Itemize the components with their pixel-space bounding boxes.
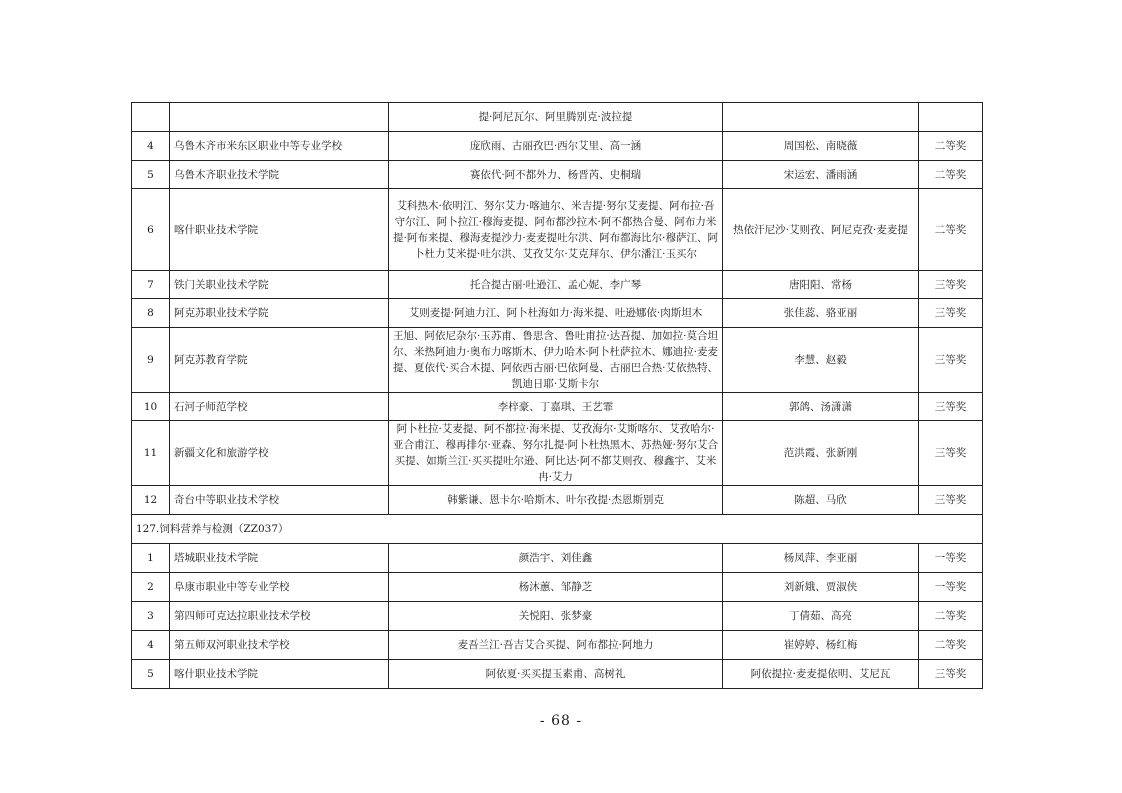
school-name: 第四师可克达拉职业技术学校 bbox=[170, 602, 389, 631]
student-names: 韩紫谦、恩卡尔·哈斯木、叶尔孜提·杰恩斯别克 bbox=[389, 486, 723, 515]
school-name: 奇台中等职业技术学校 bbox=[170, 486, 389, 515]
row-number: 1 bbox=[132, 544, 170, 573]
school-name: 新疆文化和旅游学校 bbox=[170, 421, 389, 486]
teacher-names: 杨凤萍、李亚丽 bbox=[723, 544, 919, 573]
row-number: 12 bbox=[132, 486, 170, 515]
award-level: 一等奖 bbox=[919, 544, 983, 573]
student-names: 颜浩宇、刘佳鑫 bbox=[389, 544, 723, 573]
table-row bbox=[132, 271, 983, 299]
teacher-names: 李慧、赵毅 bbox=[723, 328, 919, 393]
school-name: 铁门关职业技术学院 bbox=[170, 271, 389, 299]
student-names: 关悦阳、张梦豪 bbox=[389, 602, 723, 631]
row-number: 5 bbox=[132, 161, 170, 189]
school-name bbox=[170, 103, 389, 132]
teacher-names: 刘新娥、贾淑侠 bbox=[723, 573, 919, 602]
awards-table bbox=[131, 102, 983, 689]
school-name: 塔城职业技术学院 bbox=[170, 544, 389, 573]
school-name: 乌鲁木齐职业技术学院 bbox=[170, 161, 389, 189]
teacher-names: 范洪霞、张新刚 bbox=[723, 421, 919, 486]
school-name: 喀什职业技术学院 bbox=[170, 660, 389, 689]
table-row bbox=[132, 328, 983, 393]
teacher-names: 周国松、南晓薇 bbox=[723, 132, 919, 161]
teacher-names: 唐阳阳、常杨 bbox=[723, 271, 919, 299]
award-level: 三等奖 bbox=[919, 271, 983, 299]
student-names: 艾科热木·依明江、努尔艾力·喀迪尔、米吉提·努尔艾麦提、阿布拉·吾守尔江、阿卜拉江·穆海麦提、阿布都沙拉木·阿不都热合曼、阿布力米提·阿布来提、穆海麦提沙力·麦麦提吐尔洪、阿布都海比尔·穆萨江、阿卜杜力艾米提·吐尔洪、艾孜艾尔·艾克拜尔、伊尔潘江·玉买尔 bbox=[389, 189, 723, 271]
table-row bbox=[132, 486, 983, 515]
row-number: 10 bbox=[132, 393, 170, 421]
student-names: 杨沐蕙、邹静芝 bbox=[389, 573, 723, 602]
student-names: 托合提古丽·吐逊江、孟心妮、李广琴 bbox=[389, 271, 723, 299]
student-names: 李梓豪、丁嘉琪、王艺霏 bbox=[389, 393, 723, 421]
table-row bbox=[132, 602, 983, 631]
teacher-names bbox=[723, 103, 919, 132]
teacher-names: 郭鸽、汤潇潇 bbox=[723, 393, 919, 421]
school-name: 阜康市职业中等专业学校 bbox=[170, 573, 389, 602]
student-names: 麦吾兰江·吾吉艾合买提、阿布都拉·阿地力 bbox=[389, 631, 723, 660]
award-level: 一等奖 bbox=[919, 573, 983, 602]
student-names: 阿依夏·买买提玉素甫、高树礼 bbox=[389, 660, 723, 689]
school-name: 第五师双河职业技术学校 bbox=[170, 631, 389, 660]
row-number: 9 bbox=[132, 328, 170, 393]
table-row bbox=[132, 393, 983, 421]
row-number: 11 bbox=[132, 421, 170, 486]
teacher-names: 张佳蕊、骆亚丽 bbox=[723, 299, 919, 328]
table-row bbox=[132, 660, 983, 689]
award-level: 三等奖 bbox=[919, 328, 983, 393]
award-level: 三等奖 bbox=[919, 421, 983, 486]
award-level: 二等奖 bbox=[919, 189, 983, 271]
student-names: 王旭、阿依尼杂尔·玉苏甫、鲁思含、鲁吐甫拉·达吾提、加如拉·莫合坦尔、米热阿迪力·奥布力喀斯木、伊力哈木·阿卜杜萨拉木、娜迪拉·麦麦提、夏依代·买合木提、阿依西古丽·巴依阿曼、古丽巴合热·艾依热特、凯迪日耶·艾斯卡尔 bbox=[389, 328, 723, 393]
table-row bbox=[132, 299, 983, 328]
school-name: 喀什职业技术学院 bbox=[170, 189, 389, 271]
student-names: 提·阿尼瓦尔、阿里腾别克·波拉提 bbox=[389, 103, 723, 132]
teacher-names: 陈超、马欣 bbox=[723, 486, 919, 515]
table-row bbox=[132, 161, 983, 189]
section-title: 127.饲料营养与检测（ZZ037） bbox=[132, 515, 983, 544]
teacher-names: 热依汗尼沙·艾则孜、阿尼克孜·麦麦提 bbox=[723, 189, 919, 271]
student-names: 阿卜杜拉·艾麦提、阿不都拉·海米提、艾孜海尔·艾斯喀尔、艾孜哈尔·亚合甫江、穆再排尔·亚森、努尔扎提·阿卜杜热黑木、苏热娅·努尔艾合买提、如斯兰江·买买提吐尔逊、阿比达·阿不都艾则孜、穆鑫宇、艾米冉·艾力 bbox=[389, 421, 723, 486]
award-level bbox=[919, 103, 983, 132]
table-row bbox=[132, 132, 983, 161]
teacher-names: 阿依提拉·麦麦提依明、艾尼瓦 bbox=[723, 660, 919, 689]
student-names: 庞欣雨、古丽孜巴·西尔艾里、高一涵 bbox=[389, 132, 723, 161]
row-number: 6 bbox=[132, 189, 170, 271]
row-number: 7 bbox=[132, 271, 170, 299]
row-number: 3 bbox=[132, 602, 170, 631]
table-row bbox=[132, 573, 983, 602]
row-number: 5 bbox=[132, 660, 170, 689]
award-level: 三等奖 bbox=[919, 299, 983, 328]
student-names: 赛依代·阿不都外力、杨晋芮、史桐瑞 bbox=[389, 161, 723, 189]
award-level: 三等奖 bbox=[919, 660, 983, 689]
table-row bbox=[132, 189, 983, 271]
award-level: 三等奖 bbox=[919, 486, 983, 515]
award-level: 二等奖 bbox=[919, 631, 983, 660]
row-number: 4 bbox=[132, 132, 170, 161]
table-row bbox=[132, 631, 983, 660]
section-header-row bbox=[132, 515, 983, 544]
row-number: 4 bbox=[132, 631, 170, 660]
award-level: 三等奖 bbox=[919, 393, 983, 421]
row-number bbox=[132, 103, 170, 132]
table-row bbox=[132, 421, 983, 486]
page-number: - 68 - bbox=[539, 713, 583, 729]
school-name: 阿克苏职业技术学院 bbox=[170, 299, 389, 328]
teacher-names: 丁倩茹、高亮 bbox=[723, 602, 919, 631]
school-name: 阿克苏教育学院 bbox=[170, 328, 389, 393]
row-number: 2 bbox=[132, 573, 170, 602]
table-row bbox=[132, 103, 983, 132]
school-name: 石河子师范学校 bbox=[170, 393, 389, 421]
award-level: 二等奖 bbox=[919, 602, 983, 631]
award-level: 二等奖 bbox=[919, 161, 983, 189]
award-level: 二等奖 bbox=[919, 132, 983, 161]
student-names: 艾则麦提·阿迪力江、阿卜杜海如力·海米提、吐逊娜依·肉斯坦木 bbox=[389, 299, 723, 328]
teacher-names: 崔婷婷、杨红梅 bbox=[723, 631, 919, 660]
awards-table-body bbox=[132, 103, 983, 689]
row-number: 8 bbox=[132, 299, 170, 328]
table-row bbox=[132, 544, 983, 573]
teacher-names: 宋运宏、潘雨涵 bbox=[723, 161, 919, 189]
school-name: 乌鲁木齐市米东区职业中等专业学校 bbox=[170, 132, 389, 161]
